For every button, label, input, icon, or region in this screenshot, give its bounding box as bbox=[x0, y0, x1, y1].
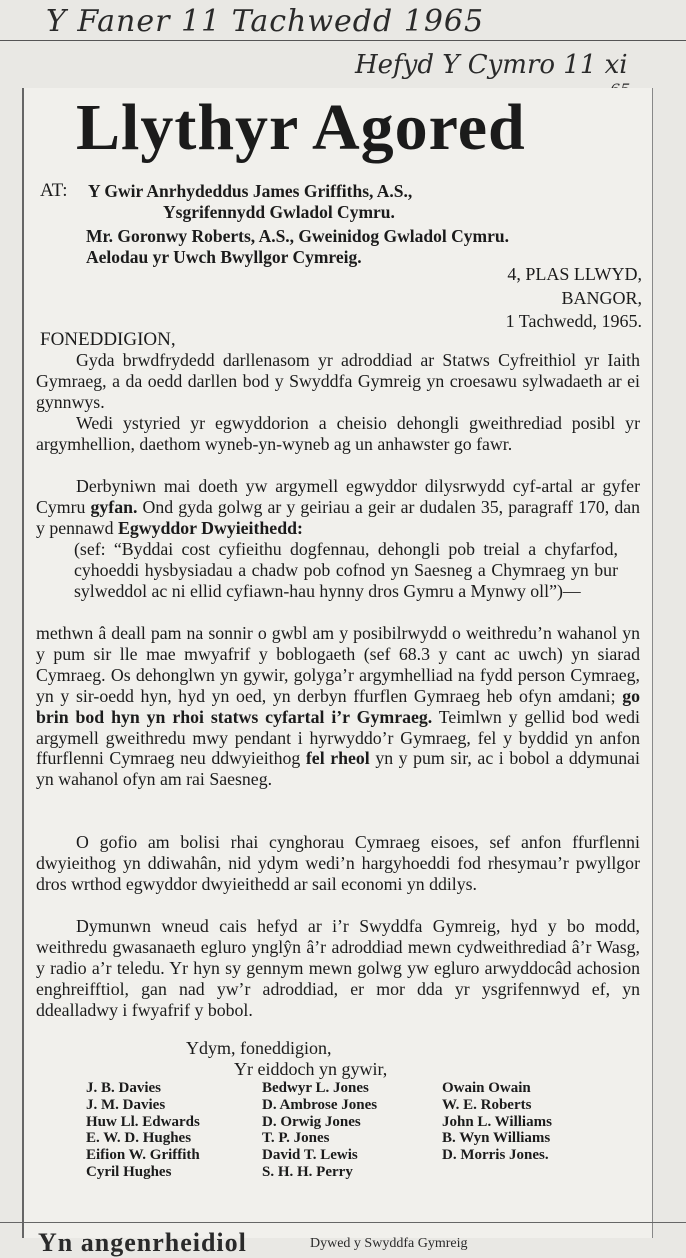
signatory-column bbox=[442, 1080, 552, 1164]
signatory-name: Huw Ll. Edwards bbox=[86, 1113, 200, 1130]
top-rule bbox=[0, 40, 686, 41]
signatory-name: D. Ambrose Jones bbox=[262, 1096, 378, 1113]
signatory-name: Bedwyr L. Jones bbox=[262, 1080, 369, 1096]
letter-title: Llythyr Agored bbox=[76, 91, 526, 164]
paragraph-text: Gyda brwdfrydedd darllenasom yr adroddiad ar Statws Cyfreithiol yr Iaith Gymraeg, a da oedd darllen bod y Swyddfa Gymreig yn croesawu sylwadaeth ar ei gynnwys. bbox=[36, 350, 640, 412]
signatory-name: Eifion W. Griffith bbox=[86, 1147, 200, 1164]
salutation: FONEDDIGION, bbox=[40, 329, 176, 350]
paragraph bbox=[36, 413, 640, 455]
quotation: (sef: “Byddai cost cyfieithu dogfennau, dehongli pob treial a chyfarfod, cyhoeddi hysbysiadau a chadw pob cofnod yn Saesneg a Chymraeg yn bur sylweddol ac ni ellid cyfiawn-hau hynny dros Gymru a Mynwy oll”)— bbox=[74, 539, 618, 601]
paragraph bbox=[36, 623, 640, 790]
signatory-name: Cyril Hughes bbox=[86, 1163, 172, 1180]
text-run: Ond gyda golwg ar y geiriau a geir ar dudalen 35, paragraff 170, dan y pennawd bbox=[36, 496, 641, 538]
signatory-name: T. P. Jones bbox=[262, 1130, 330, 1147]
signatory-column bbox=[86, 1080, 200, 1181]
signatory-name: David T. Lewis bbox=[262, 1147, 358, 1164]
signatory-name: W. E. Roberts bbox=[442, 1096, 532, 1113]
handwritten-header: Y Faner 11 Tachwedd 1965 bbox=[46, 4, 485, 39]
bold-text: gyfan. bbox=[90, 496, 138, 517]
next-article-headline: Yn angenrheidiol bbox=[38, 1228, 247, 1257]
closing-line: Ydym, foneddigion, bbox=[186, 1038, 332, 1058]
signatory-name: E. W. D. Hughes bbox=[86, 1130, 192, 1147]
paragraph bbox=[36, 916, 640, 1021]
signatory-name: D. Orwig Jones bbox=[262, 1113, 361, 1130]
signatory-name: John L. Williams bbox=[442, 1113, 552, 1130]
signatory-name: Owain Owain bbox=[442, 1080, 531, 1096]
text-run: Teimlwn y gellid bod wedi argymell gweithredu mwy pendant i hyrwyddo’r Gymraeg, fel y byddid yn anfon ffurflenni Cymraeg neu ddwyieithog bbox=[36, 706, 640, 769]
paragraph-text: Dymunwn wneud cais hefyd ar i’r Swyddfa Gymreig, hyd y bo modd, weithredu gwasanaeth egluro ynglŷn â’r adroddiad mewn cydweithrediad â’r Wasg, y radio a’r teledu. Yr hyn sy gennym mewn golwg yw egluro arwyddocâd achosion enghreifftiol, gan nad yw’r adroddiad, er mor dda yr ysgrifennwyd ef, yn ddealladwy i fwyafrif y bobol. bbox=[36, 916, 640, 1020]
text-run: methwn â deall pam na sonnir o gwbl am y posibilrwydd o weithredu’n wahanol yn y pum sir lle mae mwyafrif y boblogaeth (sef 68.3 y cant ac uwch) yn siarad Cymraeg. Os dehonglwn yn gywir, golyga’r argymhelliad na fydd person Cymraeg, yn y sir-oedd hyn, hyd yn oed, yn derbyn ffurflen Gymraeg heb ofyn amdani; bbox=[36, 623, 640, 706]
paragraph-text bbox=[36, 476, 640, 539]
sender-address-line: BANGOR, bbox=[561, 288, 642, 308]
signatory-name: S. H. H. Perry bbox=[262, 1163, 353, 1180]
letter-date: 1 Tachwedd, 1965. bbox=[505, 311, 642, 331]
signatory-column bbox=[262, 1080, 377, 1181]
bold-text: fel rheol bbox=[305, 748, 370, 769]
addressee-line: Y Gwir Anrhydeddus James Griffiths, A.S., bbox=[88, 181, 413, 201]
sender-address-line: 4, PLAS LLWYD, bbox=[507, 264, 642, 284]
bold-text: Egwyddor Dwyieithedd: bbox=[117, 517, 303, 538]
paragraph bbox=[36, 476, 640, 539]
signatory-name: J. B. Davies bbox=[86, 1080, 161, 1096]
addressee-label: AT: bbox=[40, 180, 68, 201]
text-run: Derbyniwn mai doeth yw argymell egwyddor dilysrwydd cyf-artal ar gyfer Cymru bbox=[36, 476, 640, 517]
addressee-line: Mr. Goronwy Roberts, A.S., Gweinidog Gwladol Cymru. bbox=[86, 226, 509, 246]
signatory-name: D. Morris Jones. bbox=[442, 1147, 549, 1164]
paragraph-text: Wedi ystyried yr egwyddorion a cheisio dehongli gweithrediad posibl yr argymhellion, daethom wyneb-yn-wyneb ag un anhawster go fawr. bbox=[36, 413, 640, 454]
addressee-line: Ysgrifennydd Gwladol Cymru. bbox=[163, 202, 395, 222]
text-run: yn y pum sir, ac i bobol a ddymunai yn wahanol ofyn am rai Saesneg. bbox=[36, 748, 640, 790]
signatory-name: B. Wyn Williams bbox=[442, 1130, 551, 1147]
handwritten-note: Hefyd Y Cymro 11 xi bbox=[355, 50, 628, 80]
paragraph-text bbox=[36, 623, 640, 790]
next-article-subhead: Dywed y Swyddfa Gymreig bbox=[310, 1236, 468, 1251]
paragraph bbox=[36, 832, 640, 895]
bold-text: go brin bod hyn yn rhoi statws cyfartal i’r Gymraeg. bbox=[36, 685, 640, 727]
addressee-line: Aelodau yr Uwch Bwyllgor Cymreig. bbox=[86, 247, 362, 267]
signatory-name: J. M. Davies bbox=[86, 1096, 166, 1113]
closing-line: Yr eiddoch yn gywir, bbox=[234, 1059, 388, 1079]
paragraph-text: O gofio am bolisi rhai cynghorau Cymraeg eisoes, sef anfon ffurflenni dwyieithog yn ddiwahân, nid ydym wedi’n hargyhoeddi fod rhesymau’r pwyllgor dros wrthod egwyddor dwyieithedd ar sail economi yn ddilys. bbox=[36, 832, 640, 894]
paragraph bbox=[36, 350, 640, 413]
